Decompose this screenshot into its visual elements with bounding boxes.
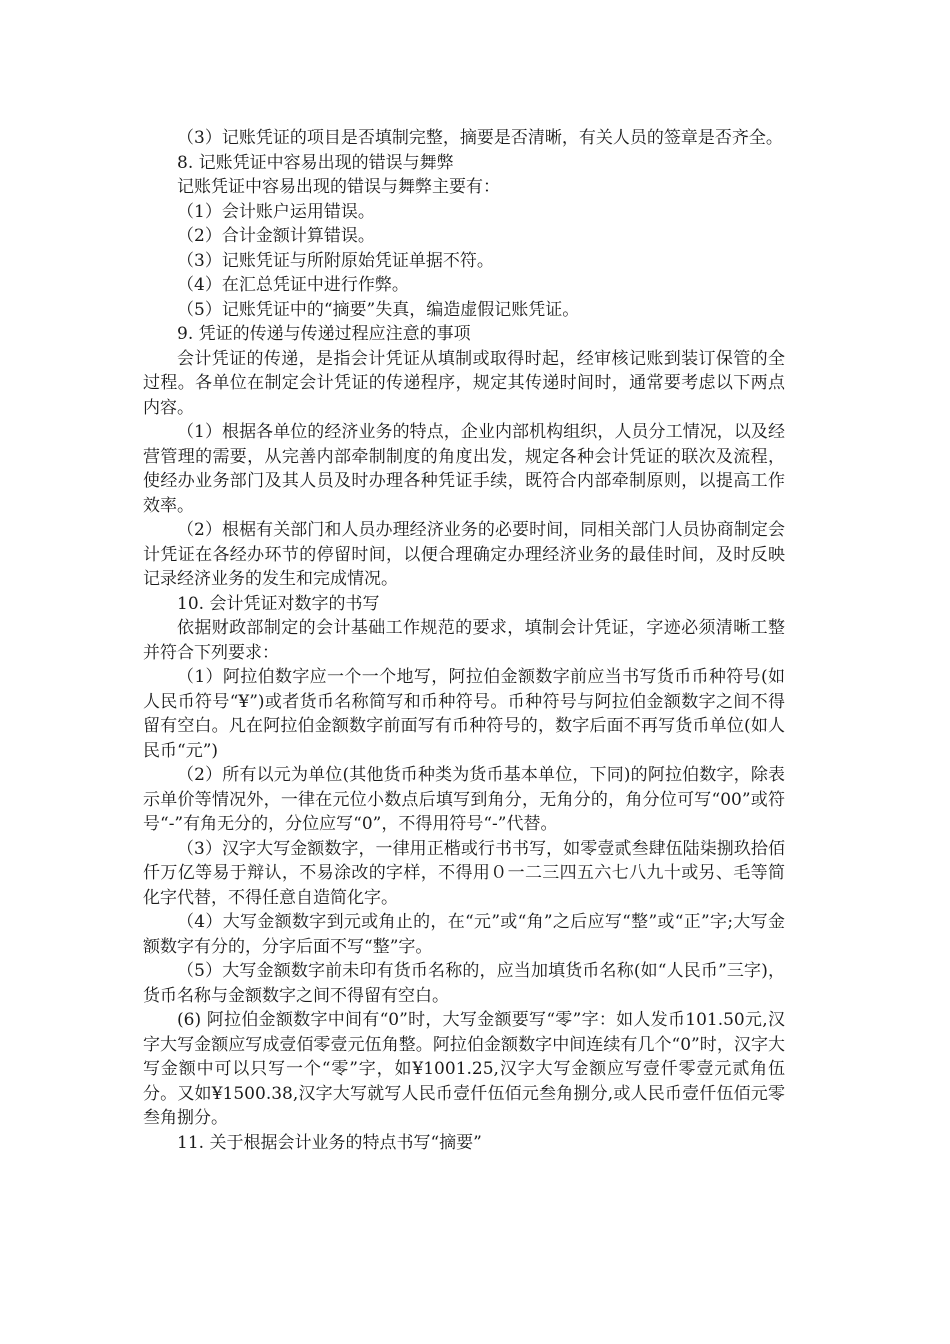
- paragraph-errors-intro: 记账凭证中容易出现的错误与舞弊主要有：: [177, 177, 500, 197]
- section-heading-8: 8. 记账凭证中容易出现的错误与舞弊: [177, 152, 454, 173]
- list-item-writing-5: （5）大写金额数字前未印有货币名称的，应当加填货币名称(如“人民币”三字)，货币名称与金额数字之间不得留有空白。: [143, 961, 785, 1006]
- section-heading-11: 11. 关于根据会计业务的特点书写“摘要”: [177, 1132, 482, 1153]
- list-item-writing-4: （4）大写金额数字到元或角止的，在“元”或“角”之后应写“整”或“正”字;大写金额数字有分的，分字后面不写“整”字。: [143, 912, 785, 957]
- document-page: [143, 126, 785, 1155]
- list-item-writing-3: （3）汉字大写金额数字，一律用正楷或行书书写，如零壹贰叁肆伍陆柒捌玖拾佰仟万亿等易于辩认，不易涂改的字样，不得用０一二三四五六七八九十或另、毛等简化字代替，不得任意自造简化字。: [143, 838, 785, 908]
- section-heading-9: 9. 凭证的传递与传递过程应注意的事项: [177, 324, 471, 344]
- list-item-transfer-1: （1）根据各单位的经济业务的特点，企业内部机构组织，人员分工情况，以及经营管理的需要，从完善内部牵制制度的角度出发，规定各种会计凭证的联次及流程，使经办业务部门及其人员及时办理各种凭证手续，既符合内部牵制原则，以提高工作效率。: [143, 422, 785, 516]
- section-heading-10: 10. 会计凭证对数字的书写: [177, 593, 380, 614]
- paragraph-review-item-3: （3）记账凭证的项目是否填制完整，摘要是否清晰，有关人员的签章是否齐全。: [177, 128, 783, 148]
- list-item-error-3: （3）记账凭证与所附原始凭证单据不符。: [177, 250, 494, 271]
- paragraph-transfer-intro: 会计凭证的传递，是指会计凭证从填制或取得时起，经审核记账到装订保管的全过程。各单位在制定会计凭证的传递程序，规定其传递时间时，通常要考虑以下两点内容。: [143, 348, 785, 418]
- list-item-error-4: （4）在汇总凭证中进行作弊。: [177, 275, 409, 295]
- list-item-transfer-2: （2）根椐有关部门和人员办理经济业务的必要时间，同相关部门人员协商制定会计凭证在各经办环节的停留时间，以便合理确定办理经济业务的最佳时间，及时反映记录经济业务的发生和完成情况。: [143, 520, 785, 589]
- list-item-writing-2: （2）所有以元为单位(其他货币种类为货币基本单位，下同)的阿拉伯数字，除表示单价等情况外，一律在元位小数点后填写到角分，无角分的，角分位可写“00”或符号“-”有角无分的，分位应写“0”，不得用符号“-”代替。: [143, 765, 785, 834]
- list-item-error-5: （5）记账凭证中的“摘要”失真，编造虚假记账凭证。: [177, 299, 580, 320]
- paragraph-writing-intro: 依据财政部制定的会计基础工作规范的要求，填制会计凭证，字迹必须清晰工整并符合下列要求：: [143, 618, 785, 663]
- list-item-writing-6: (6) 阿拉伯金额数字中间有“0”时，大写金额要写“零”字：如人发币101.50元,汉字大写金额应写成壹佰零壹元伍角整。阿拉伯金额数字中间连续有几个“0”时，汉字大写金额中可以只写一个“零”字，如¥1001.25,汉字大写金额应写壹仟零壹元贰角伍分。又如¥1500.38,汉字大写就写人民币壹仟伍佰元叁角捌分,或人民币壹仟伍佰元零叁角捌分。: [143, 1010, 785, 1128]
- list-item-error-2: （2）合计金额计算错误。: [177, 226, 375, 246]
- list-item-error-1: （1）会计账户运用错误。: [177, 201, 375, 222]
- list-item-writing-1: （1）阿拉伯数字应一个一个地写，阿拉伯金额数字前应当书写货币币种符号(如人民币符号“¥”)或者货币名称简写和币种符号。币种符号与阿拉伯金额数字之间不得留有空白。凡在阿拉伯金额数字前面写有币种符号的，数字后面不再写货币单位(如人民币“元”): [143, 667, 785, 761]
